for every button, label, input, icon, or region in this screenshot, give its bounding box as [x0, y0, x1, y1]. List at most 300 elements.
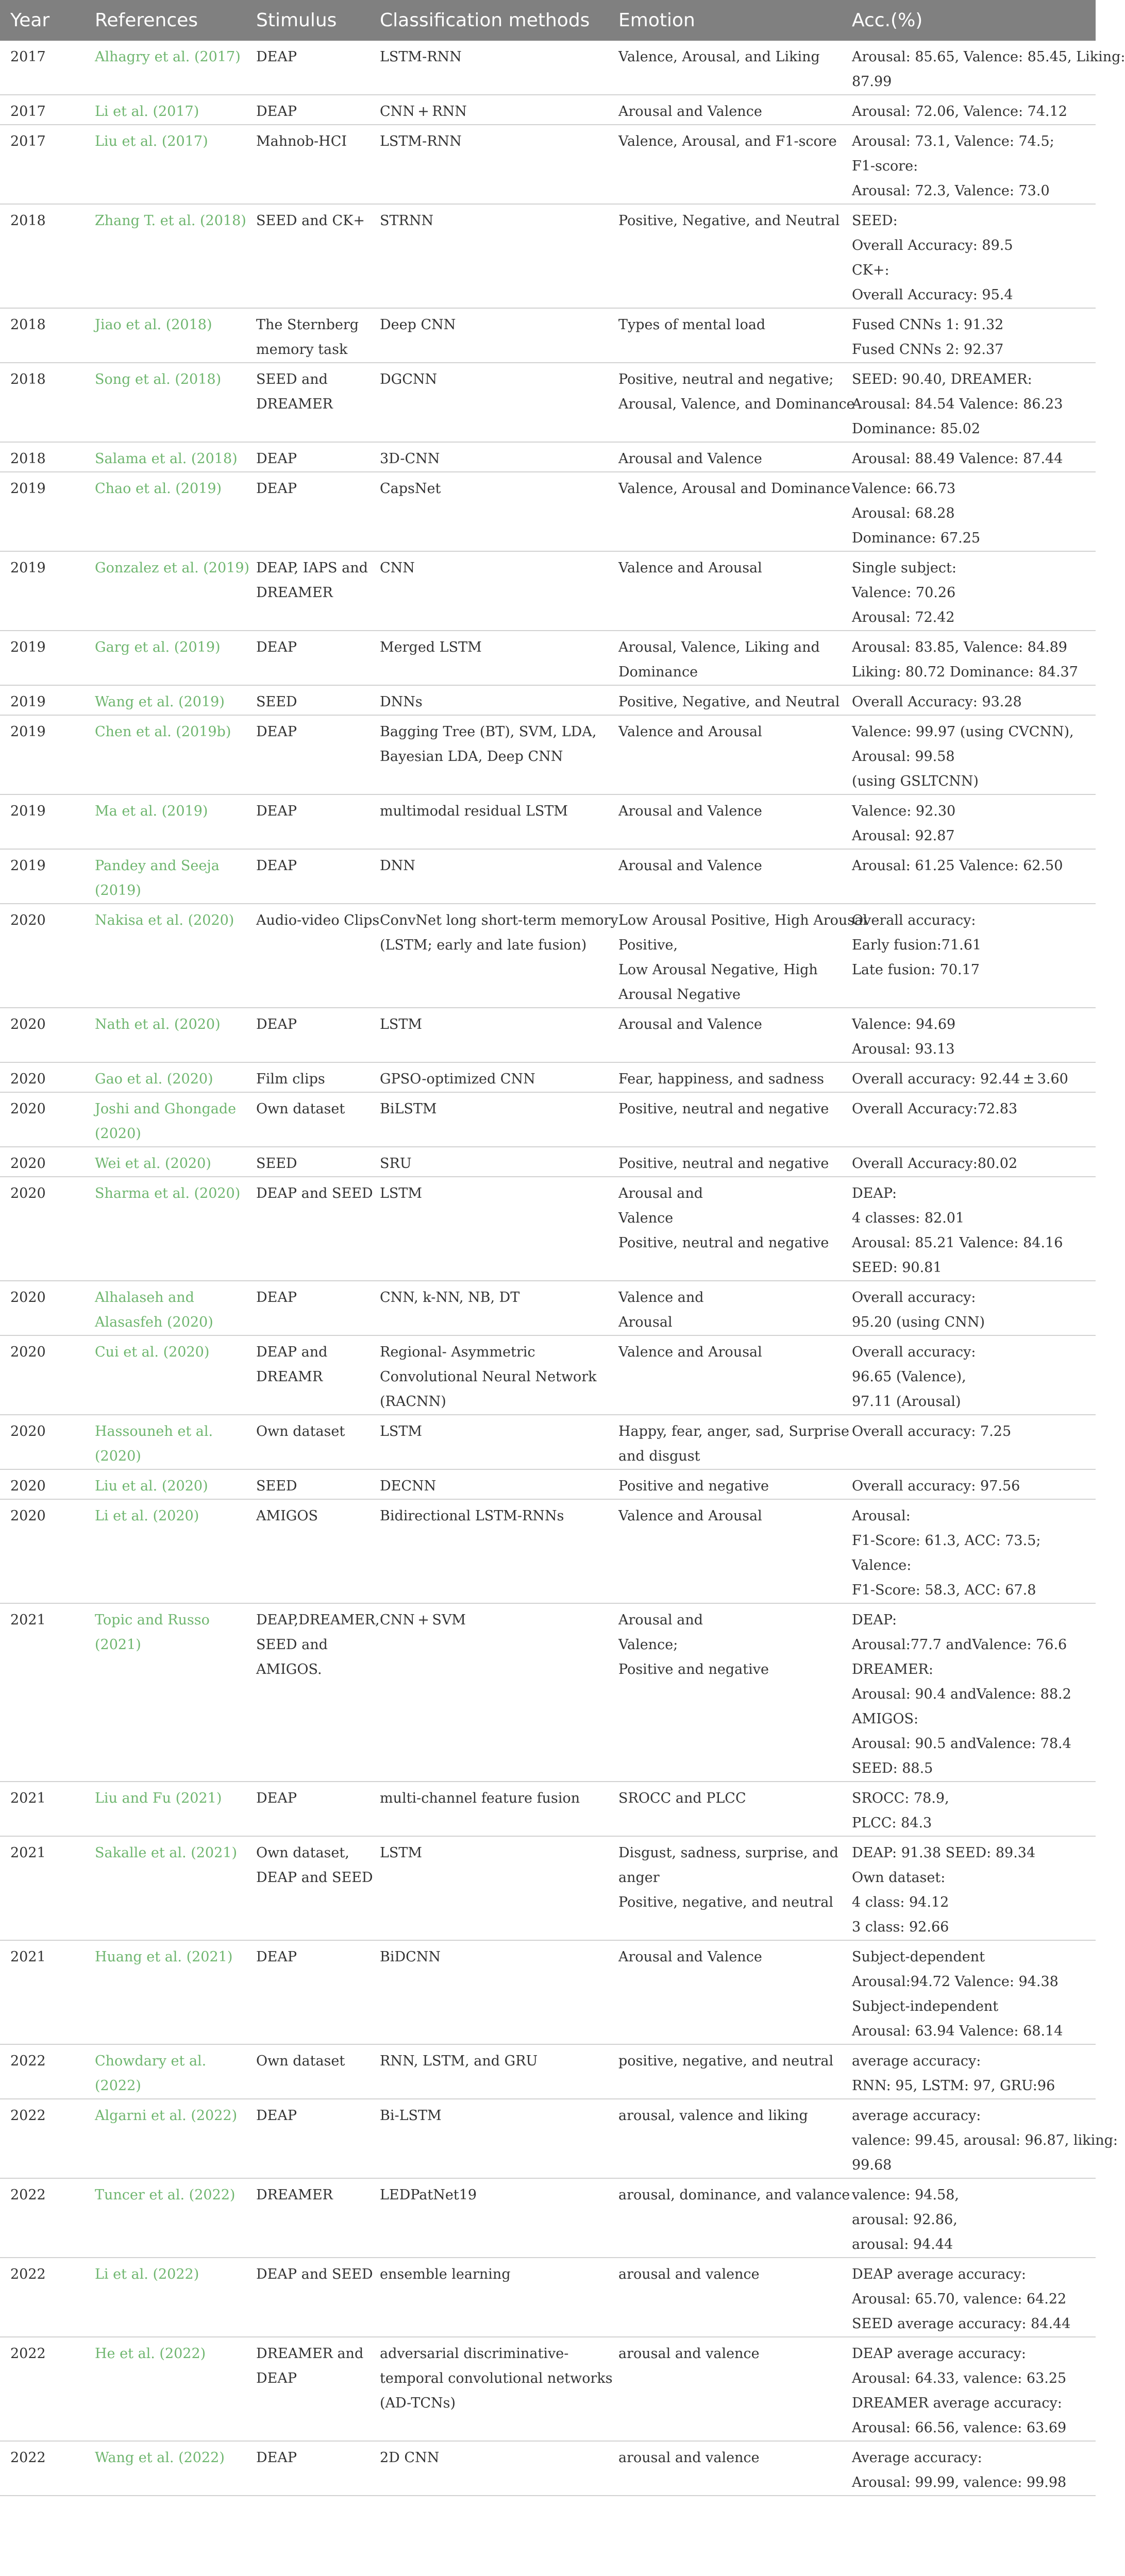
accuracy-cell	[842, 2441, 1096, 2496]
stimulus-cell	[246, 1603, 380, 1782]
table-row	[0, 1836, 1096, 1940]
stimulus-cell	[246, 95, 370, 125]
emotion-cell	[608, 904, 867, 1008]
emotion-cell	[608, 1281, 842, 1335]
reference-cell[interactable]	[85, 2178, 246, 2258]
emotion-cell	[608, 1147, 842, 1177]
reference-cell[interactable]	[85, 1177, 246, 1281]
accuracy-cell-line: Arousal: 99.99, valence: 99.98	[852, 2475, 1067, 2490]
method-cell-line: CNN, k-NN, NB, DT	[380, 1290, 520, 1306]
reference-cell[interactable]	[85, 1335, 246, 1415]
emotion-cell-line: anger	[618, 1870, 660, 1886]
accuracy-cell-line: Arousal:77.7 andValence: 76.6	[852, 1637, 1067, 1653]
emotion-cell-line: Valence;	[618, 1637, 678, 1653]
method-cell	[370, 2258, 608, 2337]
reference-cell[interactable]	[85, 1499, 246, 1603]
method-cell-line: STRNN	[380, 213, 434, 229]
accuracy-cell-line: SEED:	[852, 213, 898, 229]
accuracy-cell-line: average accuracy:	[852, 2053, 981, 2069]
stimulus-cell	[246, 551, 370, 631]
accuracy-cell-line: Arousal: 65.70, valence: 64.22	[852, 2291, 1067, 2307]
stimulus-cell-line: DREAMR	[256, 1369, 323, 1385]
accuracy-cell-line: Arousal: 92.87	[852, 828, 955, 844]
accuracy-cell-line: Dominance: 85.02	[852, 421, 981, 437]
accuracy-cell	[842, 472, 1096, 551]
stimulus-cell-line: DEAP	[256, 451, 297, 467]
table-row	[0, 794, 1096, 849]
accuracy-cell-line: Arousal:	[852, 1508, 911, 1524]
accuracy-cell-line: Overall accuracy:	[852, 912, 976, 928]
emotion-cell	[608, 1415, 849, 1469]
emotion-cell-line: Valence, Arousal, and F1-score	[618, 133, 837, 149]
stimulus-cell-line: DREAMER and	[256, 2346, 364, 2362]
emotion-cell-line: Positive, neutral and negative;	[618, 371, 834, 387]
accuracy-cell-line: DEAP:	[852, 1185, 897, 1201]
method-cell-line: LSTM	[380, 1423, 423, 1439]
reference-cell[interactable]	[85, 2337, 246, 2441]
accuracy-cell-line: 96.65 (Valence),	[852, 1369, 966, 1385]
reference-cell[interactable]	[85, 1062, 246, 1092]
emotion-cell	[608, 442, 842, 472]
reference-cell-line[interactable]: Liu and Fu (2021)	[95, 1790, 222, 1806]
accuracy-cell	[842, 2044, 1096, 2099]
reference-cell[interactable]	[85, 551, 250, 631]
accuracy-cell-line: Valence: 94.69	[852, 1016, 956, 1032]
reference-cell-line[interactable]: Huang et al. (2021)	[95, 1949, 233, 1965]
accuracy-cell-line: DEAP:	[852, 1612, 897, 1628]
reference-cell[interactable]	[85, 1603, 246, 1782]
year-cell: 2019	[0, 685, 85, 715]
table-row	[0, 308, 1096, 363]
method-cell-line: CapsNet	[380, 481, 441, 497]
emotion-cell	[608, 2099, 842, 2178]
method-cell	[370, 204, 608, 308]
reference-cell-line[interactable]: (2022)	[95, 2078, 141, 2094]
accuracy-cell-line: Overall Accuracy: 93.28	[852, 694, 1022, 710]
method-cell	[370, 363, 608, 442]
emotion-cell-line: Positive and negative	[618, 1478, 769, 1494]
reference-cell-line[interactable]: Wang et al. (2019)	[95, 694, 225, 710]
emotion-cell	[608, 472, 851, 551]
emotion-cell-line: Arousal, Valence, and Dominance	[618, 396, 855, 412]
reference-cell[interactable]	[85, 1782, 246, 1836]
reference-cell-line[interactable]: Song et al. (2018)	[95, 371, 222, 387]
emotion-cell-line: arousal and valence	[618, 2450, 760, 2466]
reference-cell-line[interactable]: Topic and Russo	[95, 1612, 210, 1628]
accuracy-cell-line: 97.11 (Arousal)	[852, 1394, 961, 1410]
reference-cell-line[interactable]: Zhang T. et al. (2018)	[95, 213, 246, 229]
reference-cell-line[interactable]: Tuncer et al. (2022)	[95, 2187, 236, 2203]
method-cell	[370, 904, 618, 1008]
accuracy-cell-line: RNN: 95, LSTM: 97, GRU:96	[852, 2078, 1055, 2094]
reference-cell-line[interactable]: He et al. (2022)	[95, 2346, 206, 2362]
reference-cell-line[interactable]: Gonzalez et al. (2019)	[95, 560, 250, 576]
stimulus-cell	[246, 1469, 370, 1499]
accuracy-cell-line: Overall Accuracy: 89.5	[852, 238, 1013, 253]
accuracy-cell	[842, 2178, 1096, 2258]
accuracy-cell-line: Arousal: 72.06, Valence: 74.12	[852, 104, 1067, 120]
reference-cell-line[interactable]: Nakisa et al. (2020)	[95, 912, 234, 928]
stimulus-cell-line: SEED and	[256, 1637, 328, 1653]
method-cell-line: Bi-LSTM	[380, 2108, 442, 2124]
reference-cell[interactable]	[85, 204, 246, 308]
reference-cell[interactable]	[85, 685, 246, 715]
reference-cell-line[interactable]: (2021)	[95, 1637, 141, 1653]
reference-cell[interactable]	[85, 849, 246, 904]
reference-cell[interactable]	[85, 308, 246, 363]
stimulus-cell-line: DEAP	[256, 1016, 297, 1032]
reference-cell[interactable]	[85, 1836, 246, 1940]
accuracy-cell-line: Dominance: 67.25	[852, 530, 981, 546]
accuracy-cell-line: Arousal: 93.13	[852, 1041, 955, 1057]
reference-cell[interactable]	[85, 2044, 246, 2099]
table-row	[0, 1335, 1096, 1415]
accuracy-cell-line: Arousal: 73.1, Valence: 74.5;	[852, 133, 1054, 149]
accuracy-cell-line: (using GSLTCNN)	[852, 773, 979, 789]
stimulus-cell-line: memory task	[256, 342, 348, 358]
reference-cell[interactable]	[85, 1940, 246, 2044]
stimulus-cell-line: SEED	[256, 1156, 297, 1172]
accuracy-cell-line: average accuracy:	[852, 2108, 981, 2124]
accuracy-cell	[842, 849, 1096, 904]
method-cell-line: LSTM-RNN	[380, 133, 462, 149]
emotion-cell	[608, 308, 842, 363]
reference-cell-line[interactable]: Alasasfeh (2020)	[95, 1314, 213, 1330]
reference-cell-line[interactable]: Pandey and Seeja	[95, 858, 220, 874]
accuracy-cell	[842, 1469, 1096, 1499]
reference-cell-line[interactable]: Gao et al. (2020)	[95, 1071, 213, 1087]
stimulus-cell	[246, 1092, 370, 1147]
year-cell: 2018	[0, 363, 85, 442]
reference-cell[interactable]	[85, 442, 246, 472]
accuracy-cell-line: SEED: 90.40, DREAMER:	[852, 371, 1032, 387]
method-cell-line: ConvNet long short-term memory	[380, 912, 618, 928]
reference-cell-line[interactable]: Sakalle et al. (2021)	[95, 1845, 237, 1861]
stimulus-cell	[246, 363, 370, 442]
accuracy-cell-line: AMIGOS:	[852, 1711, 919, 1727]
accuracy-cell	[842, 1499, 1096, 1603]
emotion-cell-line: Positive, negative, and neutral	[618, 1894, 833, 1910]
emotion-cell-line: arousal and valence	[618, 2266, 760, 2282]
year-cell: 2020	[0, 1147, 85, 1177]
stimulus-cell	[246, 1281, 370, 1335]
year-cell: 2022	[0, 2258, 85, 2337]
emotion-cell-line: Arousal	[618, 1314, 673, 1330]
accuracy-cell-line: Valence: 99.97 (using CVCNN),	[852, 724, 1074, 740]
reference-cell-line[interactable]: Chen et al. (2019b)	[95, 724, 231, 740]
method-cell	[370, 1469, 608, 1499]
method-cell-line: 3D-CNN	[380, 451, 440, 467]
emotion-cell-line: Positive, neutral and negative	[618, 1101, 829, 1117]
reference-cell-line[interactable]: Ma et al. (2019)	[95, 803, 208, 819]
table-row	[0, 1782, 1096, 1836]
stimulus-cell-line: DREAMER	[256, 396, 333, 412]
accuracy-cell-line: Overall accuracy:	[852, 1290, 976, 1306]
reference-cell[interactable]	[85, 1415, 246, 1469]
emotion-cell	[608, 2178, 850, 2258]
method-cell	[370, 125, 608, 204]
emotion-cell-line: Positive,	[618, 937, 678, 953]
emotion-cell	[608, 1836, 842, 1940]
stimulus-cell	[246, 41, 370, 95]
accuracy-cell-line: Arousal: 85.65, Valence: 85.45, Liking:	[852, 49, 1125, 65]
accuracy-cell-line: Overall Accuracy: 95.4	[852, 287, 1013, 303]
reference-cell-line[interactable]: Wang et al. (2022)	[95, 2450, 225, 2466]
accuracy-cell-line: Subject-dependent	[852, 1949, 985, 1965]
accuracy-cell-line: Overall accuracy: 7.25	[852, 1423, 1012, 1439]
table-row	[0, 2099, 1096, 2178]
reference-cell[interactable]	[85, 904, 246, 1008]
stimulus-cell	[246, 904, 380, 1008]
emotion-cell	[608, 849, 842, 904]
reference-cell-line[interactable]: (2020)	[95, 1126, 141, 1142]
reference-cell[interactable]	[85, 41, 246, 95]
accuracy-cell-line: DREAMER:	[852, 1662, 933, 1677]
method-cell-line: Bidirectional LSTM-RNNs	[380, 1508, 564, 1524]
reference-cell-line[interactable]: Alhagry et al. (2017)	[95, 49, 241, 65]
accuracy-cell-line: F1-Score: 58.3, ACC: 67.8	[852, 1582, 1036, 1598]
method-cell-line: LSTM	[380, 1845, 423, 1861]
stimulus-cell	[246, 442, 370, 472]
accuracy-cell	[842, 1062, 1096, 1092]
accuracy-cell-line: Subject-independent	[852, 1998, 999, 2014]
table-row	[0, 1147, 1096, 1177]
emotion-cell-line: Valence, Arousal and Dominance	[618, 481, 851, 497]
reference-cell-line[interactable]: Hassouneh et al.	[95, 1423, 213, 1439]
accuracy-cell-line: Valence:	[852, 1557, 912, 1573]
year-cell: 2018	[0, 308, 85, 363]
reference-cell[interactable]	[85, 2258, 246, 2337]
year-cell: 2019	[0, 849, 85, 904]
emotion-cell-line: Happy, fear, anger, sad, Surprise	[618, 1423, 849, 1439]
method-cell	[370, 1499, 608, 1603]
emotion-cell-line: Valence	[618, 1210, 674, 1226]
reference-cell-line[interactable]: Algarni et al. (2022)	[95, 2108, 238, 2124]
method-cell	[370, 1940, 608, 2044]
method-cell	[370, 1147, 608, 1177]
reference-cell-line[interactable]: Li et al. (2017)	[95, 104, 199, 120]
accuracy-cell	[842, 1177, 1096, 1281]
method-cell	[370, 1092, 608, 1147]
reference-cell[interactable]	[85, 794, 246, 849]
year-cell: 2017	[0, 95, 85, 125]
accuracy-cell	[842, 631, 1096, 685]
method-cell	[370, 1281, 608, 1335]
reference-cell-line[interactable]: Li et al. (2020)	[95, 1508, 199, 1524]
table-row	[0, 472, 1096, 551]
emotion-cell	[608, 2337, 842, 2441]
emotion-cell	[608, 1603, 842, 1782]
reference-cell-line[interactable]: Wei et al. (2020)	[95, 1156, 211, 1172]
reference-cell[interactable]	[85, 472, 246, 551]
year-cell: 2021	[0, 1836, 85, 1940]
accuracy-cell	[842, 1415, 1096, 1469]
reference-cell-line[interactable]: Chowdary et al.	[95, 2053, 207, 2069]
stimulus-cell-line: DEAP	[256, 2108, 297, 2124]
year-cell: 2020	[0, 1415, 85, 1469]
stimulus-cell-line: Own dataset	[256, 2053, 345, 2069]
table-row	[0, 849, 1096, 904]
table-row	[0, 442, 1096, 472]
reference-cell[interactable]	[85, 363, 246, 442]
accuracy-cell-line: Arousal: 66.56, valence: 63.69	[852, 2420, 1067, 2436]
accuracy-cell-line: Valence: 66.73	[852, 481, 956, 497]
method-cell	[370, 551, 608, 631]
stimulus-cell-line: Film clips	[256, 1071, 325, 1087]
stimulus-cell-line: DEAP	[256, 858, 297, 874]
table-row	[0, 2258, 1096, 2337]
stimulus-cell	[246, 1499, 370, 1603]
method-cell-line: Regional- Asymmetric	[380, 1344, 535, 1360]
accuracy-cell-line: Valence: 70.26	[852, 585, 956, 601]
method-cell-line: DNN	[380, 858, 415, 874]
stimulus-cell	[246, 1940, 370, 2044]
year-cell: 2019	[0, 794, 85, 849]
accuracy-cell-line: DEAP average accuracy:	[852, 2266, 1026, 2282]
method-cell-line: BiDCNN	[380, 1949, 441, 1965]
emotion-cell	[608, 1782, 842, 1836]
accuracy-cell-line: Arousal:94.72 Valence: 94.38	[852, 1974, 1059, 1990]
stimulus-cell	[246, 125, 370, 204]
stimulus-cell-line: Own dataset	[256, 1423, 345, 1439]
reference-cell-line[interactable]: Nath et al. (2020)	[95, 1016, 221, 1032]
table-row	[0, 363, 1096, 442]
accuracy-cell-line: Arousal: 84.54 Valence: 86.23	[852, 396, 1063, 412]
reference-cell-line[interactable]: Garg et al. (2019)	[95, 639, 221, 655]
table-row	[0, 1469, 1096, 1499]
table-row	[0, 125, 1096, 204]
emotion-cell-line: Valence and Arousal	[618, 1344, 762, 1360]
emotion-cell-line: positive, negative, and neutral	[618, 2053, 834, 2069]
emotion-cell-line: SROCC and PLCC	[618, 1790, 746, 1806]
accuracy-cell	[842, 1335, 1096, 1415]
emotion-cell	[608, 1008, 842, 1062]
accuracy-cell-line: DREAMER average accuracy:	[852, 2395, 1062, 2411]
reference-cell[interactable]	[85, 2099, 246, 2178]
stimulus-cell	[246, 794, 370, 849]
reference-cell[interactable]	[85, 1281, 246, 1335]
accuracy-cell-line: Arousal: 64.33, valence: 63.25	[852, 2370, 1067, 2386]
table-row	[0, 551, 1096, 631]
reference-cell[interactable]	[85, 95, 246, 125]
year-cell: 2022	[0, 2178, 85, 2258]
stimulus-cell	[246, 685, 370, 715]
header-stimulus: Stimulus	[256, 10, 337, 31]
accuracy-cell-line: Overall accuracy:	[852, 1344, 976, 1360]
method-cell-line: CNN + SVM	[380, 1612, 466, 1628]
reference-cell[interactable]	[85, 1008, 246, 1062]
emotion-cell-line: Dominance	[618, 664, 698, 680]
accuracy-cell	[842, 125, 1096, 204]
emotion-cell-line: Low Arousal Positive, High Arousal	[618, 912, 867, 928]
year-cell: 2019	[0, 715, 85, 794]
reference-cell-line[interactable]: Liu et al. (2020)	[95, 1478, 208, 1494]
accuracy-cell	[842, 1147, 1096, 1177]
emotion-cell-line: Arousal, Valence, Liking and	[618, 639, 820, 655]
reference-cell-line[interactable]: Cui et al. (2020)	[95, 1344, 210, 1360]
accuracy-cell-line: Arousal: 88.49 Valence: 87.44	[852, 451, 1063, 467]
emotion-cell	[608, 2441, 842, 2496]
emotion-cell-line: and disgust	[618, 1448, 700, 1464]
method-cell-line: DECNN	[380, 1478, 436, 1494]
reference-cell[interactable]	[85, 1147, 246, 1177]
table-row	[0, 2044, 1096, 2099]
method-cell	[370, 2178, 608, 2258]
accuracy-cell	[842, 95, 1096, 125]
method-cell-line: Convolutional Neural Network	[380, 1369, 597, 1385]
stimulus-cell-line: SEED and	[256, 371, 328, 387]
emotion-cell-line: Valence, Arousal, and Liking	[618, 49, 820, 65]
method-cell	[370, 685, 608, 715]
emotion-cell	[608, 1092, 842, 1147]
stimulus-cell-line: Audio-video Clips	[256, 912, 380, 928]
reference-cell-line[interactable]: Salama et al. (2018)	[95, 451, 238, 467]
accuracy-cell-line: F1-Score: 61.3, ACC: 73.5;	[852, 1533, 1041, 1549]
reference-cell[interactable]	[85, 715, 246, 794]
emotion-cell	[608, 95, 842, 125]
reference-cell-line[interactable]: (2020)	[95, 1448, 141, 1464]
accuracy-cell	[842, 1603, 1096, 1782]
method-cell	[370, 1782, 608, 1836]
table-row	[0, 631, 1096, 685]
reference-cell[interactable]	[85, 125, 246, 204]
accuracy-cell-line: Arousal: 90.4 andValence: 88.2	[852, 1686, 1071, 1702]
reference-cell-line[interactable]: Alhalaseh and	[95, 1290, 194, 1306]
reference-cell-line[interactable]: Liu et al. (2017)	[95, 133, 208, 149]
reference-cell[interactable]	[85, 1469, 246, 1499]
stimulus-cell-line: AMIGOS	[256, 1508, 318, 1524]
accuracy-cell-line: Arousal: 68.28	[852, 505, 955, 521]
accuracy-cell	[842, 715, 1096, 794]
accuracy-cell-line: Overall accuracy: 92.44 ± 3.60	[852, 1071, 1068, 1087]
accuracy-cell-line: Late fusion: 70.17	[852, 962, 980, 978]
reference-cell[interactable]	[85, 2441, 246, 2496]
method-cell	[370, 1415, 608, 1469]
table-row	[0, 2441, 1096, 2496]
emotion-cell-line: Positive and negative	[618, 1662, 769, 1677]
year-cell: 2020	[0, 1062, 85, 1092]
reference-cell[interactable]	[85, 631, 246, 685]
accuracy-cell-line: Overall Accuracy:80.02	[852, 1156, 1018, 1172]
table-row	[0, 1092, 1096, 1147]
reference-cell-line[interactable]: Sharma et al. (2020)	[95, 1185, 241, 1201]
stimulus-cell-line: SEED	[256, 694, 297, 710]
reference-cell-line[interactable]: Joshi and Ghongade	[95, 1101, 237, 1117]
accuracy-cell-line: 4 classes: 82.01	[852, 1210, 965, 1226]
year-cell: 2021	[0, 1940, 85, 2044]
stimulus-cell	[246, 308, 370, 363]
method-cell	[370, 2441, 608, 2496]
reference-cell-line[interactable]: Jiao et al. (2018)	[95, 317, 212, 333]
accuracy-cell-line: Single subject:	[852, 560, 956, 576]
emotion-cell-line: Valence and Arousal	[618, 724, 762, 740]
accuracy-cell	[842, 685, 1096, 715]
header-references: References	[95, 10, 198, 31]
accuracy-cell-line: Liking: 80.72 Dominance: 84.37	[852, 664, 1078, 680]
reference-cell[interactable]	[85, 1092, 246, 1147]
header-row	[0, 0, 1096, 41]
accuracy-cell	[842, 363, 1096, 442]
emotion-cell-line: Fear, happiness, and sadness	[618, 1071, 825, 1087]
emotion-cell	[608, 1469, 842, 1499]
stimulus-cell	[246, 1782, 370, 1836]
reference-cell-line[interactable]: Li et al. (2022)	[95, 2266, 199, 2282]
reference-cell-line[interactable]: (2019)	[95, 883, 141, 899]
stimulus-cell-line: DEAP and SEED	[256, 2266, 373, 2282]
accuracy-cell-line: arousal: 92.86,	[852, 2212, 958, 2228]
accuracy-cell	[842, 2099, 1118, 2178]
reference-cell-line[interactable]: Chao et al. (2019)	[95, 481, 222, 497]
